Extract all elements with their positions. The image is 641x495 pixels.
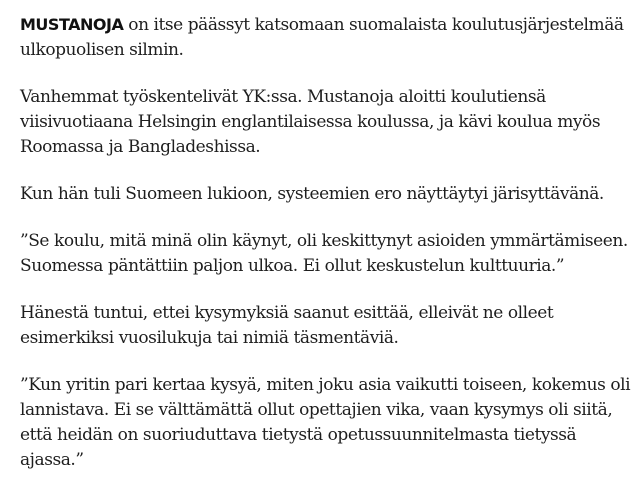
lead-name: MUSTANOJA bbox=[20, 15, 124, 34]
paragraph-text: on itse päässyt katsomaan suomalaista koulutusjärjestelmää ulkopuolisen silmin. bbox=[20, 15, 624, 60]
article-paragraph: Kun hän tuli Suomeen lukioon, systeemien ero näyttäytyi järisyttävänä. bbox=[20, 184, 604, 204]
article-paragraph-intro bbox=[20, 12, 635, 63]
article-paragraph: Vanhemmat työskentelivät YK:ssa. Mustanoja aloitti koulutiensä viisivuotiaana Helsingin englantilaisessa koulussa, ja kävi koulua myös Roomassa ja Bangladeshissa. bbox=[20, 87, 601, 157]
article-paragraph: Hänestä tuntui, ettei kysymyksiä saanut esittää, elleivät ne olleet esimerkiksi vuosilukuja tai nimiä täsmentäviä. bbox=[20, 303, 554, 348]
article-body bbox=[20, 12, 635, 495]
article-quote: ”Se koulu, mitä minä olin käynyt, oli keskittynyt asioiden ymmärtämiseen. Suomessa päntättiin paljon ulkoa. Ei ollut keskustelun kulttuuria.” bbox=[20, 231, 628, 276]
article-quote: ”Kun yritin pari kertaa kysyä, miten joku asia vaikutti toiseen, kokemus oli lannistava. Ei se välttämättä ollut opettajien vika, vaan kysymys oli siitä, että heidän on suoriuduttava tietystä opetussuunnitelmasta tietyssä ajassa.” bbox=[20, 375, 631, 470]
